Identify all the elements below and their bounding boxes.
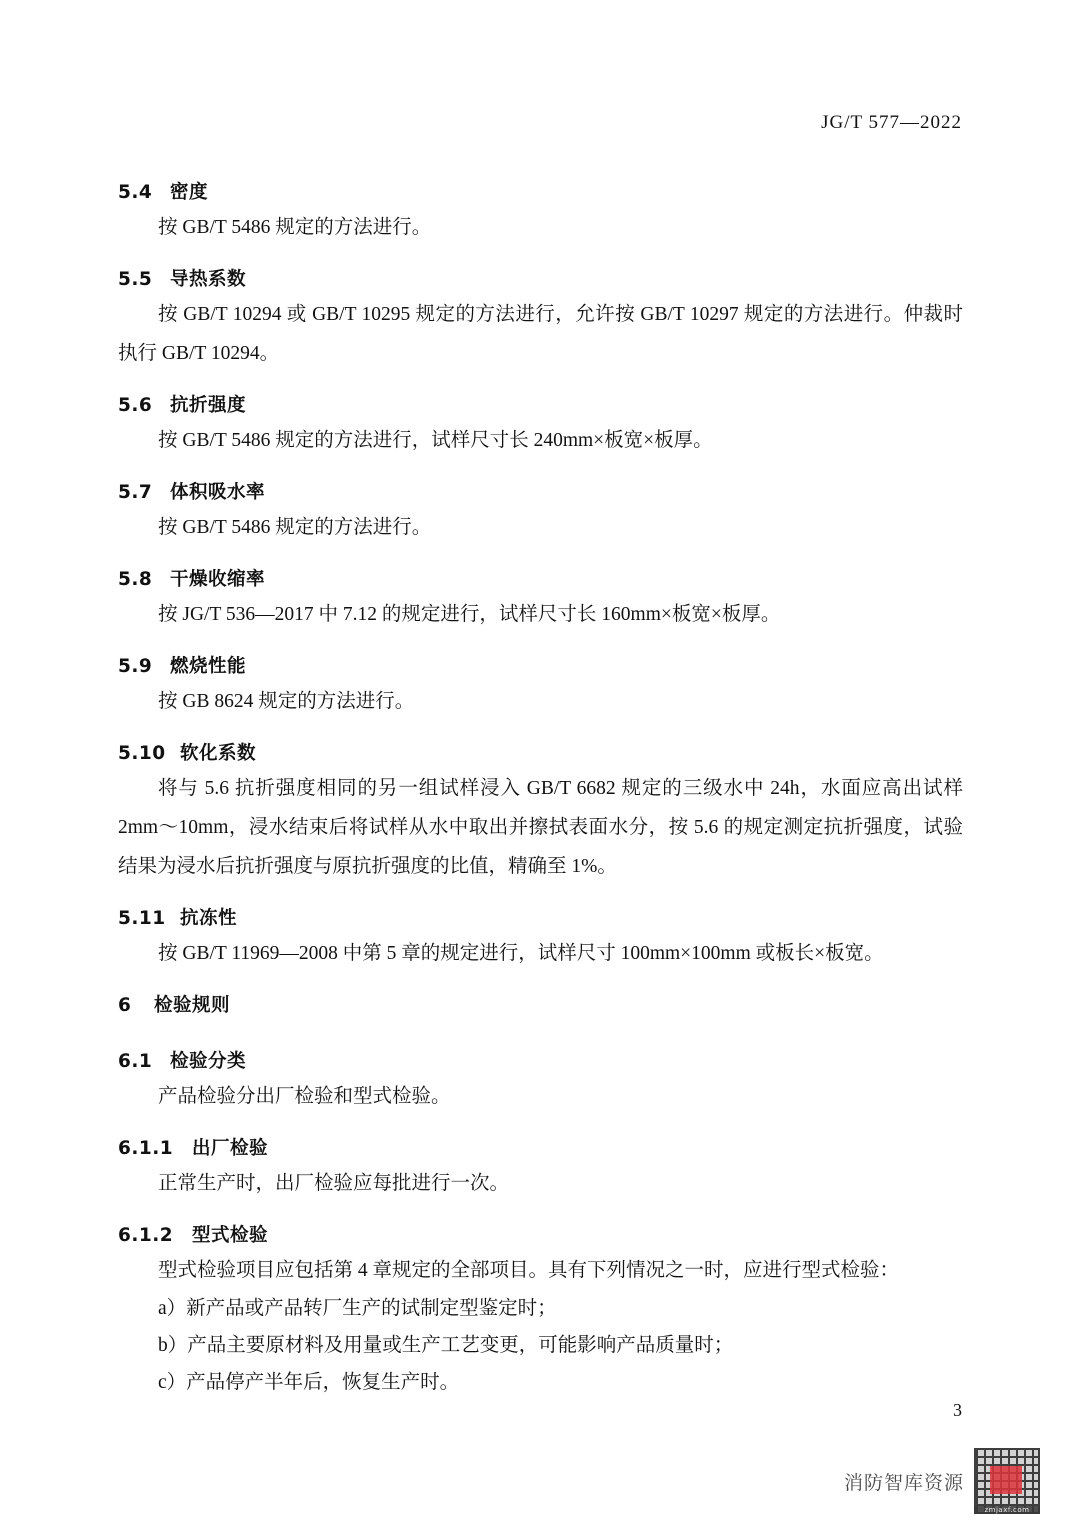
section-title: 燃烧性能 [170,656,247,677]
section-6-1 [118,1047,963,1116]
section-number: 5.6 [118,395,153,416]
section-number: 5.7 [118,482,153,503]
qr-code-label: zmjaxf.com [974,1506,1040,1514]
section-6-1-1 [118,1134,963,1203]
section-paragraph: 按 GB/T 10294 或 GB/T 10295 规定的方法进行，允许按 GB/T 10297 规定的方法进行。仲裁时执行 GB/T 10294。 [118,304,963,364]
section-number: 5.9 [118,656,153,677]
section-6 [118,991,963,1017]
section-heading [118,478,963,504]
section-5-8 [118,565,963,634]
section-title: 干燥收缩率 [170,569,266,590]
section-title: 检验分类 [170,1051,247,1072]
section-paragraph: 按 GB/T 5486 规定的方法进行。 [158,517,432,538]
section-number: 5.10 [118,743,166,764]
qr-code-icon [974,1448,1040,1514]
section-number: 5.5 [118,269,153,290]
list-item: c）产品停产半年后，恢复生产时。 [158,1372,460,1393]
section-title: 密度 [170,182,209,203]
section-number: 5.4 [118,182,153,203]
section-5-6 [118,391,963,460]
section-paragraph: 按 JG/T 536—2017 中 7.12 的规定进行，试样尺寸长 160mm×板宽×板厚。 [158,604,781,625]
page-header-standard-code: JG/T 577—2022 [821,112,962,133]
section-title: 型式检验 [192,1225,269,1246]
section-title: 导热系数 [170,269,247,290]
section-paragraph: 按 GB 8624 规定的方法进行。 [158,691,415,712]
section-paragraph: 按 GB/T 5486 规定的方法进行，试样尺寸长 240mm×板宽×板厚。 [158,430,713,451]
section-number: 5.11 [118,908,166,929]
section-heading [118,1047,963,1073]
list-item: b）产品主要原材料及用量或生产工艺变更，可能影响产品质量时； [158,1335,734,1356]
section-5-4 [118,178,963,247]
section-paragraph: 将与 5.6 抗折强度相同的另一组试样浸入 GB/T 6682 规定的三级水中 24h，水面应高出试样 2mm～10mm，浸水结束后将试样从水中取出并擦拭表面水分，按 5.6 的规定测定抗折强度，试验结果为浸水后抗折强度与原抗折强度的比值，精确至 1%。 [118,778,963,877]
section-title: 体积吸水率 [170,482,266,503]
section-number: 6.1.2 [118,1225,174,1246]
section-paragraph: 正常生产时，出厂检验应每批进行一次。 [158,1173,510,1194]
section-5-11 [118,904,963,973]
section-heading [118,565,963,591]
section-heading [118,739,963,765]
section-heading [118,1221,963,1247]
section-number: 6.1 [118,1051,153,1072]
section-number: 5.8 [118,569,153,590]
section-6-1-2 [118,1221,963,1401]
section-title: 抗冻性 [180,908,238,929]
section-number: 6.1.1 [118,1138,174,1159]
watermark-text: 消防智库资源 [843,1471,964,1494]
section-number: 6 [118,995,132,1016]
section-title: 抗折强度 [170,395,247,416]
section-heading [118,904,963,930]
section-5-5 [118,265,963,373]
section-5-7 [118,478,963,547]
watermark-badge [844,1448,1040,1514]
section-paragraph: 按 GB/T 11969—2008 中第 5 章的规定进行，试样尺寸 100mm×100mm 或板长×板宽。 [158,943,884,964]
section-heading [118,265,963,291]
section-paragraph: 型式检验项目应包括第 4 章规定的全部项目。具有下列情况之一时，应进行型式检验： [158,1260,900,1281]
section-title: 出厂检验 [192,1138,269,1159]
section-title: 软化系数 [180,743,257,764]
page-number: 3 [953,1400,962,1420]
section-paragraph: 按 GB/T 5486 规定的方法进行。 [158,217,432,238]
section-5-10 [118,739,963,886]
section-heading [118,391,963,417]
section-heading [118,991,963,1017]
section-heading [118,178,963,204]
section-heading [118,652,963,678]
list-item: a）新产品或产品转厂生产的试制定型鉴定时； [158,1298,557,1319]
section-5-9 [118,652,963,721]
section-title: 检验规则 [154,995,231,1016]
document-body [118,178,963,1417]
section-heading [118,1134,963,1160]
section-paragraph: 产品检验分出厂检验和型式检验。 [158,1086,451,1107]
